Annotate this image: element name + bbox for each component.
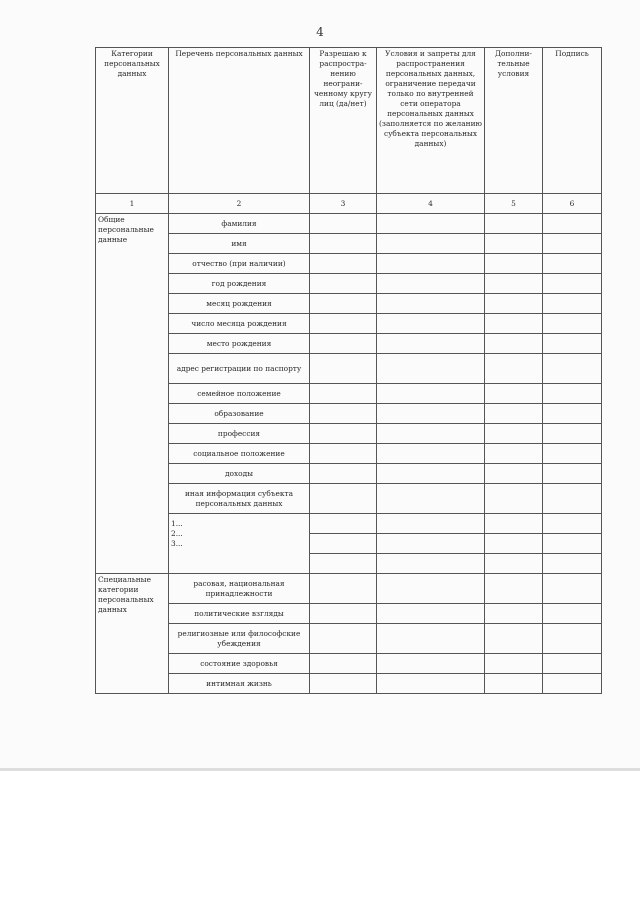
item-label: месяц рождения xyxy=(169,294,310,314)
answer-cell[interactable] xyxy=(310,604,377,624)
table-row xyxy=(96,314,602,334)
additional-cell[interactable] xyxy=(485,464,543,484)
additional-cell[interactable] xyxy=(485,404,543,424)
personal-data-table xyxy=(95,47,602,694)
signature-cell[interactable] xyxy=(543,424,602,444)
signature-cell[interactable] xyxy=(543,354,602,384)
signature-cell[interactable] xyxy=(543,254,602,274)
conditions-cell[interactable] xyxy=(377,484,485,514)
item-label: число месяца рождения xyxy=(169,314,310,334)
answer-cell[interactable] xyxy=(310,424,377,444)
table-row xyxy=(96,234,602,254)
additional-cell[interactable] xyxy=(485,554,543,574)
column-number: 4 xyxy=(377,194,485,214)
item-label: образование xyxy=(169,404,310,424)
additional-cell[interactable] xyxy=(485,624,543,654)
signature-cell[interactable] xyxy=(543,514,602,534)
table-row xyxy=(96,354,602,384)
signature-cell[interactable] xyxy=(543,484,602,514)
signature-cell[interactable] xyxy=(543,444,602,464)
column-number: 6 xyxy=(543,194,602,214)
conditions-cell[interactable] xyxy=(377,274,485,294)
column-number: 3 xyxy=(310,194,377,214)
answer-cell[interactable] xyxy=(310,444,377,464)
table-row xyxy=(96,214,602,234)
conditions-cell[interactable] xyxy=(377,384,485,404)
column-number: 1 xyxy=(96,194,169,214)
table-row xyxy=(96,604,602,624)
column-number: 5 xyxy=(485,194,543,214)
item-label: место рождения xyxy=(169,334,310,354)
additional-cell[interactable] xyxy=(485,484,543,514)
item-label: социальное положение xyxy=(169,444,310,464)
item-label: фамилия xyxy=(169,214,310,234)
signature-cell[interactable] xyxy=(543,294,602,314)
conditions-cell[interactable] xyxy=(377,674,485,694)
group-general: Общие персональные данные xyxy=(96,214,169,574)
answer-cell[interactable] xyxy=(310,384,377,404)
extra-item: 2... xyxy=(171,529,183,538)
additional-cell[interactable] xyxy=(485,654,543,674)
item-label: состояние здоровья xyxy=(169,654,310,674)
item-label: иная информация субъекта персональных данных xyxy=(169,484,310,514)
item-label: доходы xyxy=(169,464,310,484)
signature-cell[interactable] xyxy=(543,654,602,674)
header-signature: Подпись xyxy=(543,48,602,194)
conditions-cell[interactable] xyxy=(377,294,485,314)
header-conditions: Условия и запреты для распространения персональных данных, ограничение передачи только по внутренней сети оператора персональных данных (заполняется по желанию субъекта персональных данных) xyxy=(377,48,485,194)
additional-cell[interactable] xyxy=(485,444,543,464)
additional-cell[interactable] xyxy=(485,214,543,234)
signature-cell[interactable] xyxy=(543,624,602,654)
column-number: 2 xyxy=(169,194,310,214)
additional-cell[interactable] xyxy=(485,384,543,404)
header-list: Перечень персональных данных xyxy=(169,48,310,194)
answer-cell[interactable] xyxy=(310,354,377,384)
additional-cell[interactable] xyxy=(485,254,543,274)
extra-item: 3... xyxy=(171,539,183,548)
answer-cell[interactable] xyxy=(310,554,377,574)
table-row xyxy=(96,404,602,424)
item-label: интимная жизнь xyxy=(169,674,310,694)
additional-cell[interactable] xyxy=(485,234,543,254)
table-row xyxy=(96,274,602,294)
answer-cell[interactable] xyxy=(310,234,377,254)
conditions-cell[interactable] xyxy=(377,514,485,534)
answer-cell[interactable] xyxy=(310,274,377,294)
answer-cell[interactable] xyxy=(310,674,377,694)
answer-cell[interactable] xyxy=(310,294,377,314)
table-row xyxy=(96,464,602,484)
table-row xyxy=(96,654,602,674)
additional-cell[interactable] xyxy=(485,674,543,694)
additional-cell[interactable] xyxy=(485,294,543,314)
conditions-cell[interactable] xyxy=(377,214,485,234)
header-permission: Разрешаю к распростра-нению неограни-ченному кругу лиц (да/нет) xyxy=(310,48,377,194)
signature-cell[interactable] xyxy=(543,314,602,334)
table-row xyxy=(96,574,602,604)
answer-cell[interactable] xyxy=(310,574,377,604)
signature-cell[interactable] xyxy=(543,334,602,354)
conditions-cell[interactable] xyxy=(377,254,485,274)
conditions-cell[interactable] xyxy=(377,554,485,574)
conditions-cell[interactable] xyxy=(377,444,485,464)
additional-cell[interactable] xyxy=(485,534,543,554)
item-label: религиозные или философские убеждения xyxy=(169,624,310,654)
column-number-row xyxy=(96,194,602,214)
answer-cell[interactable] xyxy=(310,254,377,274)
item-label: расовая, национальная принадлежности xyxy=(169,574,310,604)
table-row xyxy=(96,254,602,274)
signature-cell[interactable] xyxy=(543,574,602,604)
table-row xyxy=(96,294,602,314)
signature-cell[interactable] xyxy=(543,464,602,484)
conditions-cell[interactable] xyxy=(377,424,485,444)
table-header-row xyxy=(96,48,602,194)
signature-cell[interactable] xyxy=(543,214,602,234)
signature-cell[interactable] xyxy=(543,274,602,294)
answer-cell[interactable] xyxy=(310,484,377,514)
answer-cell[interactable] xyxy=(310,464,377,484)
conditions-cell[interactable] xyxy=(377,334,485,354)
additional-cell[interactable] xyxy=(485,424,543,444)
table-row xyxy=(96,424,602,444)
conditions-cell[interactable] xyxy=(377,654,485,674)
conditions-cell[interactable] xyxy=(377,464,485,484)
additional-cell[interactable] xyxy=(485,354,543,384)
table-row xyxy=(96,674,602,694)
conditions-cell[interactable] xyxy=(377,404,485,424)
item-label: год рождения xyxy=(169,274,310,294)
conditions-cell[interactable] xyxy=(377,604,485,624)
item-label: семейное положение xyxy=(169,384,310,404)
table-row xyxy=(96,384,602,404)
conditions-cell[interactable] xyxy=(377,354,485,384)
table-row xyxy=(96,624,602,654)
additional-cell[interactable] xyxy=(485,274,543,294)
answer-cell[interactable] xyxy=(310,404,377,424)
additional-cell[interactable] xyxy=(485,314,543,334)
additional-cell[interactable] xyxy=(485,604,543,624)
answer-cell[interactable] xyxy=(310,624,377,654)
header-categories: Категории персональных данных xyxy=(96,48,169,194)
additional-cell[interactable] xyxy=(485,574,543,604)
answer-cell[interactable] xyxy=(310,334,377,354)
conditions-cell[interactable] xyxy=(377,574,485,604)
signature-cell[interactable] xyxy=(543,674,602,694)
extra-item: 1... xyxy=(171,519,183,528)
group-special: Специальные категории персональных данных xyxy=(96,574,169,694)
header-additional: Дополни-тельные условия xyxy=(485,48,543,194)
conditions-cell[interactable] xyxy=(377,534,485,554)
answer-cell[interactable] xyxy=(310,654,377,674)
item-label: политические взгляды xyxy=(169,604,310,624)
item-label: профессия xyxy=(169,424,310,444)
table-row xyxy=(96,484,602,514)
signature-cell[interactable] xyxy=(543,534,602,554)
page-number: 4 xyxy=(316,25,324,39)
answer-cell[interactable] xyxy=(310,314,377,334)
table-row xyxy=(96,334,602,354)
signature-cell[interactable] xyxy=(543,384,602,404)
item-label: адрес регистрации по паспорту xyxy=(169,354,310,384)
conditions-cell[interactable] xyxy=(377,624,485,654)
answer-cell[interactable] xyxy=(310,514,377,534)
answer-cell[interactable] xyxy=(310,214,377,234)
signature-cell[interactable] xyxy=(543,404,602,424)
conditions-cell[interactable] xyxy=(377,314,485,334)
table-row xyxy=(96,444,602,464)
signature-cell[interactable] xyxy=(543,554,602,574)
signature-cell[interactable] xyxy=(543,234,602,254)
extra-items xyxy=(169,514,310,574)
table-row xyxy=(96,514,602,534)
item-label: имя xyxy=(169,234,310,254)
item-label: отчество (при наличии) xyxy=(169,254,310,274)
additional-cell[interactable] xyxy=(485,334,543,354)
answer-cell[interactable] xyxy=(310,534,377,554)
signature-cell[interactable] xyxy=(543,604,602,624)
additional-cell[interactable] xyxy=(485,514,543,534)
conditions-cell[interactable] xyxy=(377,234,485,254)
